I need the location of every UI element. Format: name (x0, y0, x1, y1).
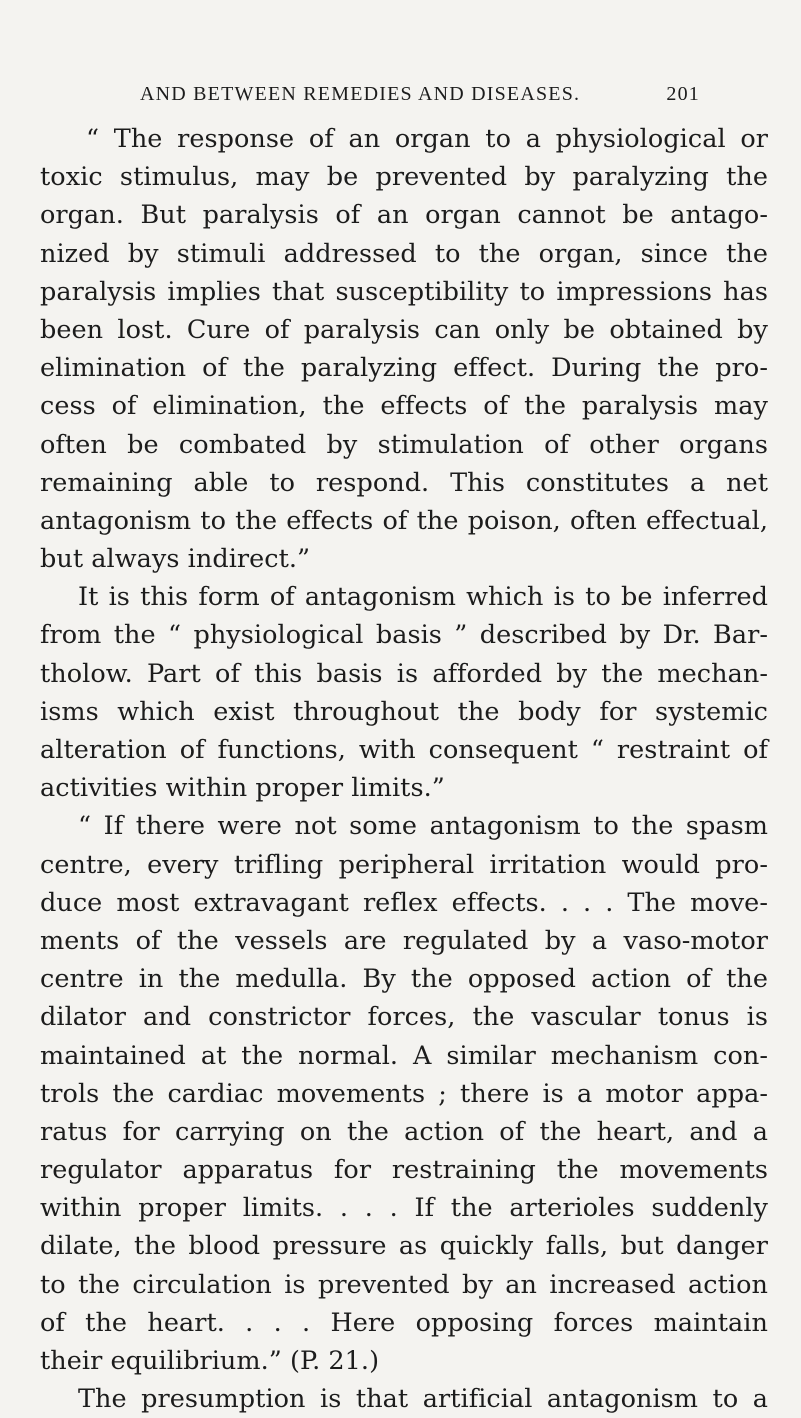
text-line: trols the cardiac movements ; there is a motor appa- (40, 1078, 768, 1109)
text-line: isms which exist throughout the body for systemic (40, 696, 768, 727)
text-line: It is this form of antagonism which is to be inferred (78, 582, 768, 613)
text-line: alteration of functions, with consequent “ restraint of (40, 735, 768, 765)
text-line: “ If there were not some antagonism to the spasm (78, 811, 768, 842)
text-line: elimination of the paralyzing effect. During the pro- (40, 353, 768, 384)
text-line: organ. But paralysis of an organ cannot be antago- (40, 200, 768, 231)
text-line: from the “ physiological basis ” described by Dr. Bar- (40, 620, 768, 651)
text-line: nized by stimuli addressed to the organ, since the (40, 238, 768, 269)
text-line: toxic stimulus, may be prevented by paralyzing the (40, 162, 768, 193)
text-line: The presumption is that artificial antagonism to a (78, 1384, 768, 1415)
text-line: centre, every trifling peripheral irritation would pro- (40, 849, 768, 880)
text-line: ratus for carrying on the action of the heart, and a (40, 1116, 768, 1147)
text-line: to the circulation is prevented by an increased action (40, 1269, 768, 1300)
text-line: dilate, the blood pressure as quickly falls, but danger (40, 1231, 768, 1262)
text-line: “ The response of an organ to a physiological or (86, 124, 768, 154)
running-title: AND BETWEEN REMEDIES AND DISEASES. (140, 83, 581, 105)
text-line: been lost. Cure of paralysis can only be obtained by (40, 314, 768, 345)
text-line: their equilibrium.” (P. 21.) (40, 1346, 380, 1376)
text-line: within proper limits. . . . If the arterioles suddenly (40, 1193, 768, 1224)
text-line: tholow. Part of this basis is afforded by the mechan- (40, 658, 768, 689)
text-line: but always indirect.” (40, 544, 311, 575)
text-line: activities within proper limits.” (40, 773, 445, 804)
text-line: cess of elimination, the effects of the paralysis may (40, 391, 768, 422)
text-line: duce most extravagant reflex effects. . . . The move- (40, 887, 768, 918)
text-line: often be combated by stimulation of other organs (40, 429, 768, 460)
text-line: ments of the vessels are regulated by a vaso-motor (40, 925, 768, 956)
text-line: antagonism to the effects of the poison, often effectual, (40, 505, 768, 536)
body-text (40, 120, 768, 1418)
text-line: paralysis implies that susceptibility to impressions has (40, 276, 768, 307)
text-line: remaining able to respond. This constitutes a net (40, 467, 768, 498)
text-line: of the heart. . . . Here opposing forces maintain (40, 1307, 768, 1338)
page-number: 201 (666, 83, 700, 105)
text-line: centre in the medulla. By the opposed action of the (40, 964, 768, 995)
text-line: regulator apparatus for restraining the movements (40, 1155, 768, 1186)
text-line: dilator and constrictor forces, the vascular tonus is (40, 1002, 768, 1033)
text-line: maintained at the normal. A similar mechanism con- (40, 1040, 768, 1071)
